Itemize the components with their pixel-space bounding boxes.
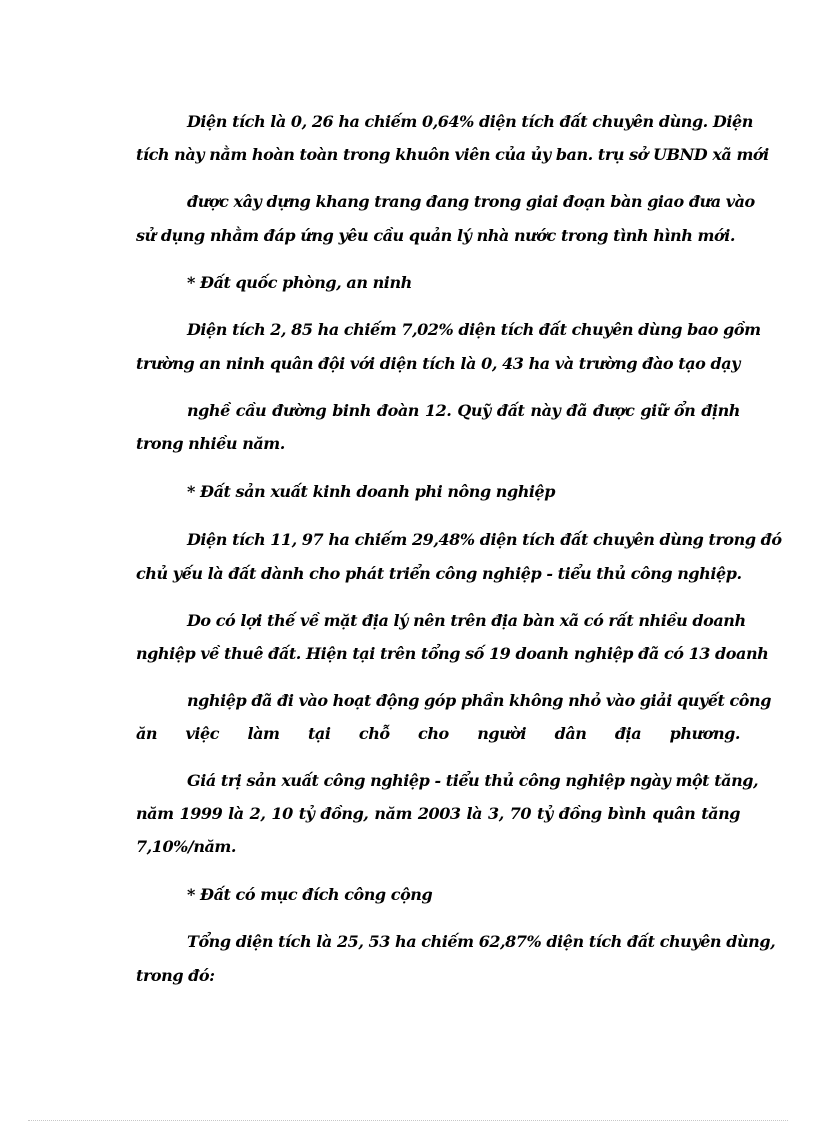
text-line: nghiệp đã đi vào hoạt động góp phần không nhỏ vào giải quyết công — [187, 691, 771, 710]
text-line: nghiệp về thuê đất. Hiện tại trên tổng số 19 doanh nghiệp đã có 13 doanh — [136, 644, 769, 663]
section-heading: * Đất quốc phòng, an ninh — [187, 273, 412, 292]
text-line: tích này nằm hoàn toàn trong khuôn viên của ủy ban. trụ sở UBND xã mới — [136, 145, 769, 164]
text-line: Diện tích 11, 97 ha chiếm 29,48% diện tích đất chuyên dùng trong đó — [187, 530, 782, 549]
text-line: Do có lợi thế về mặt địa lý nên trên địa bàn xã có rất nhiều doanh — [187, 611, 746, 630]
text-line: Diện tích là 0, 26 ha chiếm 0,64% diện tích đất chuyên dùng. Diện — [187, 112, 753, 131]
text-line: sử dụng nhằm đáp ứng yêu cầu quản lý nhà nước trong tình hình mới. — [136, 226, 735, 245]
text-line: Tổng diện tích là 25, 53 ha chiếm 62,87% diện tích đất chuyên dùng, — [187, 932, 776, 951]
text-line: Diện tích 2, 85 ha chiếm 7,02% diện tích đất chuyên dùng bao gồm — [187, 320, 761, 339]
text-line: năm 1999 là 2, 10 tỷ đồng, năm 2003 là 3, 70 tỷ đồng bình quân tăng — [136, 804, 740, 823]
text-line: trường an ninh quân đội với diện tích là 0, 43 ha và trường đào tạo dạy — [136, 354, 740, 373]
text-line: chủ yếu là đất dành cho phát triển công nghiệp - tiểu thủ công nghiệp. — [136, 564, 742, 583]
text-line: nghề cầu đường binh đoàn 12. Quỹ đất này đã được giữ ổn định — [187, 401, 740, 420]
text-line: trong đó: — [136, 966, 215, 985]
section-heading: * Đất sản xuất kinh doanh phi nông nghiệp — [187, 482, 556, 501]
page-border-divider — [28, 1120, 788, 1121]
text-line: được xây dựng khang trang đang trong giai đoạn bàn giao đưa vào — [187, 192, 755, 211]
section-heading: * Đất có mục đích công cộng — [187, 885, 433, 904]
text-line: trong nhiều năm. — [136, 434, 285, 453]
text-line: 7,10%/năm. — [136, 837, 237, 856]
text-line: ăn việc làm tại chỗ cho người dân địa phương. — [136, 724, 740, 743]
text-line: Giá trị sản xuất công nghiệp - tiểu thủ công nghiệp ngày một tăng, — [187, 771, 759, 790]
